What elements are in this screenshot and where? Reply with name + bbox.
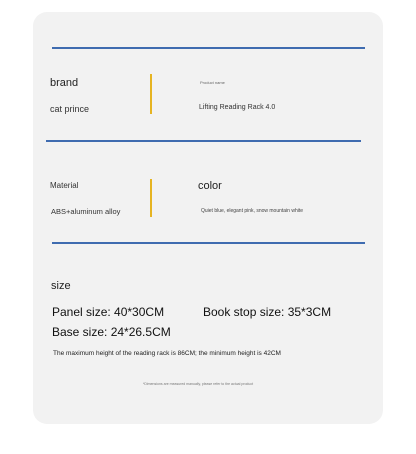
material-label: Material (50, 181, 79, 190)
product-name-value: Lifting Reading Rack 4.0 (199, 104, 276, 111)
top-divider (52, 47, 365, 49)
size-label: size (51, 280, 71, 292)
brand-label: brand (50, 77, 79, 89)
panel-size: Panel size: 40*30CM (52, 305, 165, 319)
section2-divider (150, 179, 152, 217)
book-stop-size: Book stop size: 35*3CM (203, 305, 332, 319)
middle-divider-1 (46, 140, 361, 142)
product-name-label: Product name (200, 80, 225, 85)
height-note: The maximum height of the reading rack is 86CM; the minimum height is 42CM (53, 350, 281, 357)
section1-divider (150, 74, 152, 114)
base-size: Base size: 24*26.5CM (52, 325, 171, 339)
spec-card (33, 12, 383, 424)
footnote: *Dimensions are measured manually, please refer to the actual product (143, 382, 254, 386)
color-label: color (198, 180, 222, 192)
middle-divider-2 (52, 242, 365, 244)
material-value: ABS+aluminum alloy (51, 207, 121, 216)
color-value: Quiet blue, elegant pink, snow mountain white (201, 208, 304, 214)
brand-value: cat prince (50, 104, 90, 114)
